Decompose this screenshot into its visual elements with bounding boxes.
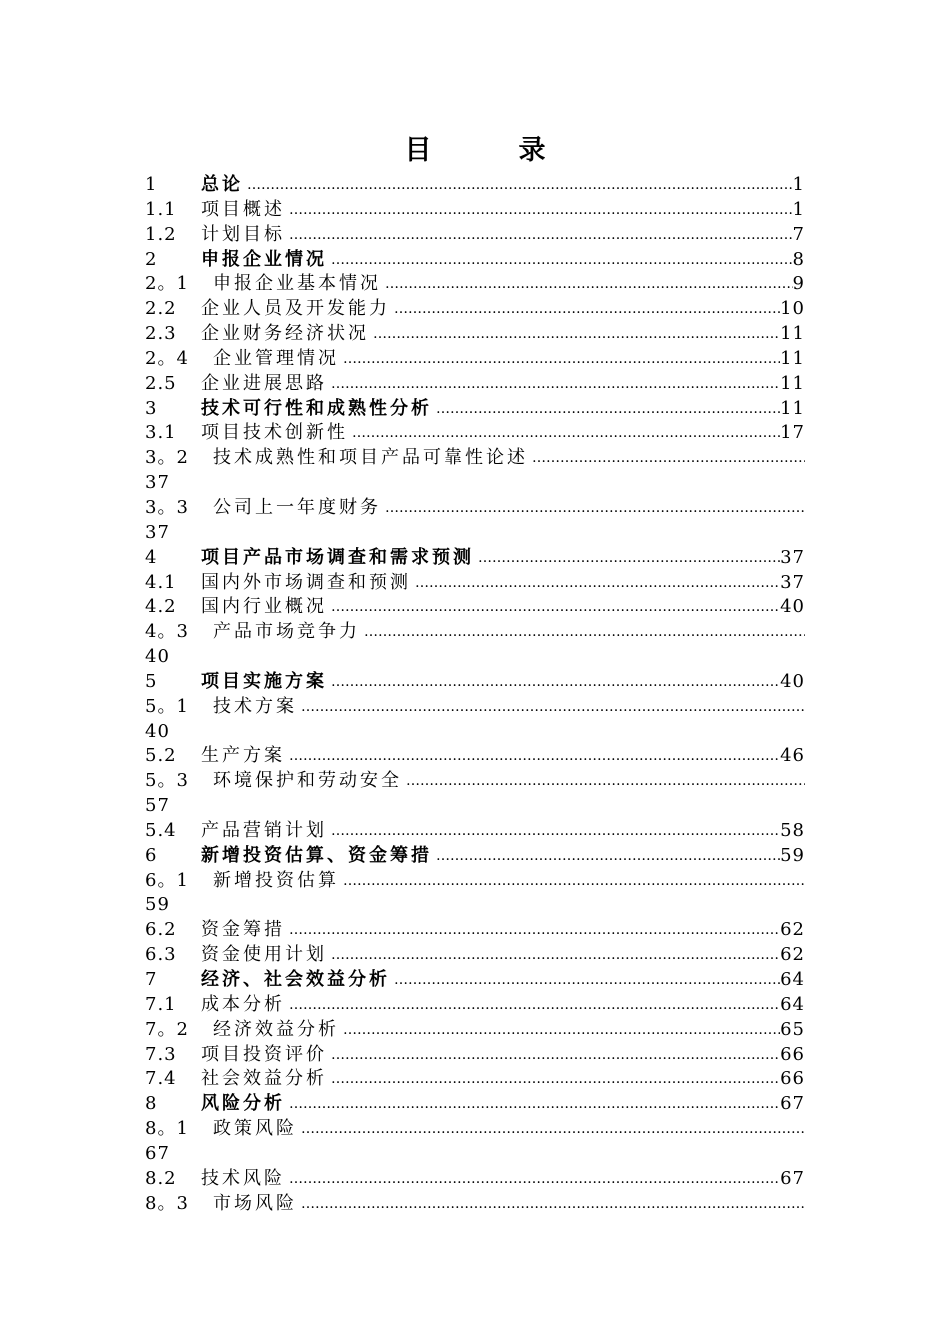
dot-leader — [331, 1043, 780, 1068]
toc-entry-page-number: 64 — [780, 969, 805, 990]
toc-entry-page-number: 66 — [780, 1043, 805, 1065]
toc-entry-number: 1 — [145, 174, 158, 195]
toc-entry-title: 技术方案 — [213, 695, 297, 717]
toc-entry[interactable] — [145, 546, 805, 571]
toc-entry[interactable] — [145, 421, 805, 446]
dot-leader — [289, 1167, 780, 1192]
toc-entry-number: 7.3 — [145, 1043, 177, 1065]
toc-entry-page-number: 67 — [780, 1093, 805, 1115]
toc-entry[interactable] — [145, 670, 805, 695]
dot-leader — [289, 1092, 780, 1117]
toc-entry-title: 申报企业情况 — [201, 248, 327, 270]
table-of-contents — [145, 173, 805, 1216]
dot-leader — [331, 1067, 780, 1092]
toc-entry-page-number: 40 — [145, 646, 170, 668]
toc-entry[interactable] — [145, 918, 805, 943]
toc-entry-page-number: 37 — [780, 571, 805, 593]
toc-entry[interactable] — [145, 943, 805, 968]
toc-entry-page-number: 1 — [792, 198, 805, 220]
toc-entry[interactable] — [145, 1018, 805, 1043]
toc-entry[interactable] — [145, 595, 805, 620]
toc-entry-number: 1.2 — [145, 223, 177, 245]
toc-entry-page-number: 66 — [780, 1068, 805, 1090]
dot-leader — [331, 943, 780, 968]
toc-entry-title: 技术成熟性和项目产品可靠性论述 — [213, 447, 528, 469]
toc-entry-title: 企业管理情况 — [213, 347, 339, 369]
toc-entry[interactable] — [145, 272, 805, 297]
toc-entry-title: 市场风险 — [213, 1192, 297, 1214]
toc-entry-number: 3.1 — [145, 422, 177, 444]
toc-entry[interactable] — [145, 248, 805, 273]
dot-leader — [394, 968, 780, 993]
toc-entry-number: 4。3 — [145, 621, 189, 643]
toc-entry-number: 3 — [145, 397, 158, 419]
toc-entry-page-number: 67 — [145, 1142, 170, 1164]
dot-leader — [301, 1192, 805, 1217]
toc-entry-number: 8 — [145, 1093, 158, 1115]
toc-entry-number: 6。1 — [145, 869, 189, 891]
toc-entry-title: 成本分析 — [201, 993, 285, 1015]
toc-entry-number: 1.1 — [145, 198, 177, 220]
toc-entry-number: 6.3 — [145, 944, 177, 966]
toc-entry-number: 7。2 — [145, 1018, 189, 1040]
toc-entry-title: 申报企业基本情况 — [213, 273, 381, 295]
toc-entry[interactable] — [145, 1117, 805, 1142]
toc-entry-title: 产品市场竞争力 — [213, 621, 360, 643]
toc-entry-number: 7 — [145, 969, 158, 990]
toc-entry-page-number: 11 — [780, 397, 805, 419]
toc-entry[interactable] — [145, 297, 805, 322]
dot-leader — [289, 744, 780, 769]
toc-entry-page-number: 8 — [792, 248, 805, 270]
toc-entry-title: 社会效益分析 — [201, 1068, 327, 1090]
dot-leader — [352, 421, 780, 446]
toc-entry-title: 经济、社会效益分析 — [201, 969, 390, 990]
dot-leader — [289, 223, 793, 248]
toc-entry-page-number: 65 — [780, 1018, 805, 1040]
toc-entry-title: 生产方案 — [201, 745, 285, 767]
toc-entry-number: 5.2 — [145, 745, 177, 767]
toc-entry-title: 项目实施方案 — [201, 670, 327, 692]
toc-entry-number: 7.1 — [145, 993, 177, 1015]
toc-entry-page-number: 11 — [780, 372, 805, 394]
toc-entry-page-number: 11 — [780, 323, 805, 345]
toc-entry-page-number: 58 — [780, 819, 805, 841]
toc-entry[interactable] — [145, 769, 805, 794]
dot-leader — [247, 173, 793, 198]
toc-entry-page-number: 46 — [780, 745, 805, 767]
toc-entry-title: 项目概述 — [201, 198, 285, 220]
toc-entry-page-number: 37 — [145, 521, 170, 543]
toc-entry[interactable] — [145, 1067, 805, 1092]
toc-entry-number: 8.2 — [145, 1167, 177, 1189]
toc-entry[interactable] — [145, 695, 805, 720]
toc-entry[interactable] — [145, 819, 805, 844]
dot-leader — [331, 372, 780, 397]
dot-leader — [415, 571, 780, 596]
toc-entry-title: 新增投资估算、资金筹措 — [201, 844, 432, 866]
toc-entry[interactable] — [145, 173, 805, 198]
toc-entry-number: 4.2 — [145, 596, 177, 618]
toc-entry-title: 风险分析 — [201, 1093, 285, 1115]
toc-entry-number: 2。4 — [145, 347, 189, 369]
toc-entry[interactable] — [145, 1092, 805, 1117]
toc-entry-title: 项目产品市场调查和需求预测 — [201, 546, 474, 568]
toc-entry-title: 产品营销计划 — [201, 819, 327, 841]
toc-entry-number: 5 — [145, 670, 158, 692]
toc-entry[interactable] — [145, 347, 805, 372]
toc-entry-page-number: 64 — [780, 993, 805, 1015]
toc-entry[interactable] — [145, 968, 805, 993]
dot-leader — [331, 248, 793, 273]
toc-entry[interactable] — [145, 869, 805, 894]
toc-entry-number: 2。1 — [145, 273, 189, 295]
toc-entry-page-number: 17 — [780, 422, 805, 444]
toc-entry[interactable] — [145, 198, 805, 223]
toc-entry-number: 4.1 — [145, 571, 177, 593]
toc-entry-title: 新增投资估算 — [213, 869, 339, 891]
toc-entry[interactable] — [145, 496, 805, 521]
toc-entry[interactable] — [145, 446, 805, 471]
toc-entry-page-number: 57 — [145, 795, 170, 817]
dot-leader — [373, 322, 780, 347]
toc-entry-number: 6.2 — [145, 919, 177, 941]
toc-entry-title: 计划目标 — [201, 223, 285, 245]
toc-entry-page-number: 37 — [145, 472, 170, 494]
toc-entry-title: 公司上一年度财务 — [213, 496, 381, 518]
toc-entry-page-number: 67 — [780, 1167, 805, 1189]
toc-entry-title: 技术可行性和成熟性分析 — [201, 397, 432, 419]
dot-leader — [331, 670, 780, 695]
toc-entry[interactable] — [145, 372, 805, 397]
dot-leader — [406, 769, 805, 794]
toc-entry[interactable] — [145, 1167, 805, 1192]
toc-entry-page-number: 62 — [780, 944, 805, 966]
dot-leader — [289, 918, 780, 943]
toc-entry-page-number: 40 — [780, 670, 805, 692]
toc-entry-title: 企业财务经济状况 — [201, 323, 369, 345]
toc-entry-page-number: 11 — [780, 347, 805, 369]
toc-entry-title: 总论 — [201, 174, 243, 195]
toc-entry-number: 2.2 — [145, 298, 177, 320]
toc-entry-title: 环境保护和劳动安全 — [213, 770, 402, 792]
toc-entry[interactable] — [145, 620, 805, 645]
dot-leader — [478, 546, 780, 571]
toc-entry-title: 国内外市场调查和预测 — [201, 571, 411, 593]
dot-leader — [364, 620, 805, 645]
toc-entry-number: 3。3 — [145, 496, 189, 518]
dot-leader — [331, 819, 780, 844]
toc-entry-page-number: 1 — [792, 174, 805, 195]
toc-entry[interactable] — [145, 571, 805, 596]
toc-entry-title: 资金使用计划 — [201, 944, 327, 966]
toc-entry-title: 政策风险 — [213, 1118, 297, 1140]
toc-entry[interactable] — [145, 844, 805, 869]
dot-leader — [343, 869, 805, 894]
toc-entry-number: 2 — [145, 248, 158, 270]
toc-entry-title: 经济效益分析 — [213, 1018, 339, 1040]
dot-leader — [394, 297, 780, 322]
toc-entry-title: 项目技术创新性 — [201, 422, 348, 444]
toc-entry-number: 2.5 — [145, 372, 177, 394]
toc-entry-number: 4 — [145, 546, 158, 568]
dot-leader — [343, 347, 780, 372]
toc-entry[interactable] — [145, 397, 805, 422]
toc-entry-page-number: 10 — [780, 298, 805, 320]
toc-entry[interactable] — [145, 744, 805, 769]
toc-entry-number: 7.4 — [145, 1068, 177, 1090]
dot-leader — [301, 1117, 805, 1142]
dot-leader — [436, 397, 780, 422]
toc-entry-page-number: 37 — [780, 546, 805, 568]
toc-entry-page-number: 9 — [792, 273, 805, 295]
toc-entry[interactable] — [145, 223, 805, 248]
toc-entry-number: 3。2 — [145, 447, 189, 469]
toc-entry-title: 资金筹措 — [201, 919, 285, 941]
toc-entry-number: 6 — [145, 844, 158, 866]
toc-entry-page-number: 59 — [780, 844, 805, 866]
dot-leader — [532, 446, 805, 471]
toc-entry-page-number: 62 — [780, 919, 805, 941]
toc-entry-title: 项目投资评价 — [201, 1043, 327, 1065]
dot-leader — [301, 695, 805, 720]
toc-entry[interactable] — [145, 322, 805, 347]
dot-leader — [436, 844, 780, 869]
toc-entry-title: 技术风险 — [201, 1167, 285, 1189]
toc-entry-number: 8。1 — [145, 1118, 189, 1140]
toc-entry-title: 国内行业概况 — [201, 596, 327, 618]
dot-leader — [289, 993, 780, 1018]
toc-entry-page-number: 40 — [780, 596, 805, 618]
toc-entry-title: 企业人员及开发能力 — [201, 298, 390, 320]
toc-entry-number: 8。3 — [145, 1192, 189, 1214]
toc-heading: 目 录 — [404, 135, 576, 166]
dot-leader — [343, 1018, 780, 1043]
dot-leader — [289, 198, 793, 223]
toc-entry[interactable] — [145, 1192, 805, 1217]
toc-entry[interactable] — [145, 993, 805, 1018]
toc-entry[interactable] — [145, 1043, 805, 1068]
toc-entry-page-number: 7 — [792, 223, 805, 245]
toc-entry-number: 5.4 — [145, 819, 177, 841]
toc-entry-title: 企业进展思路 — [201, 372, 327, 394]
toc-entry-number: 5。1 — [145, 695, 189, 717]
dot-leader — [385, 496, 805, 521]
toc-entry-page-number: 40 — [145, 720, 170, 742]
toc-entry-number: 2.3 — [145, 323, 177, 345]
dot-leader — [331, 595, 780, 620]
dot-leader — [385, 272, 793, 297]
toc-entry-number: 5。3 — [145, 770, 189, 792]
toc-entry-page-number: 59 — [145, 894, 170, 916]
